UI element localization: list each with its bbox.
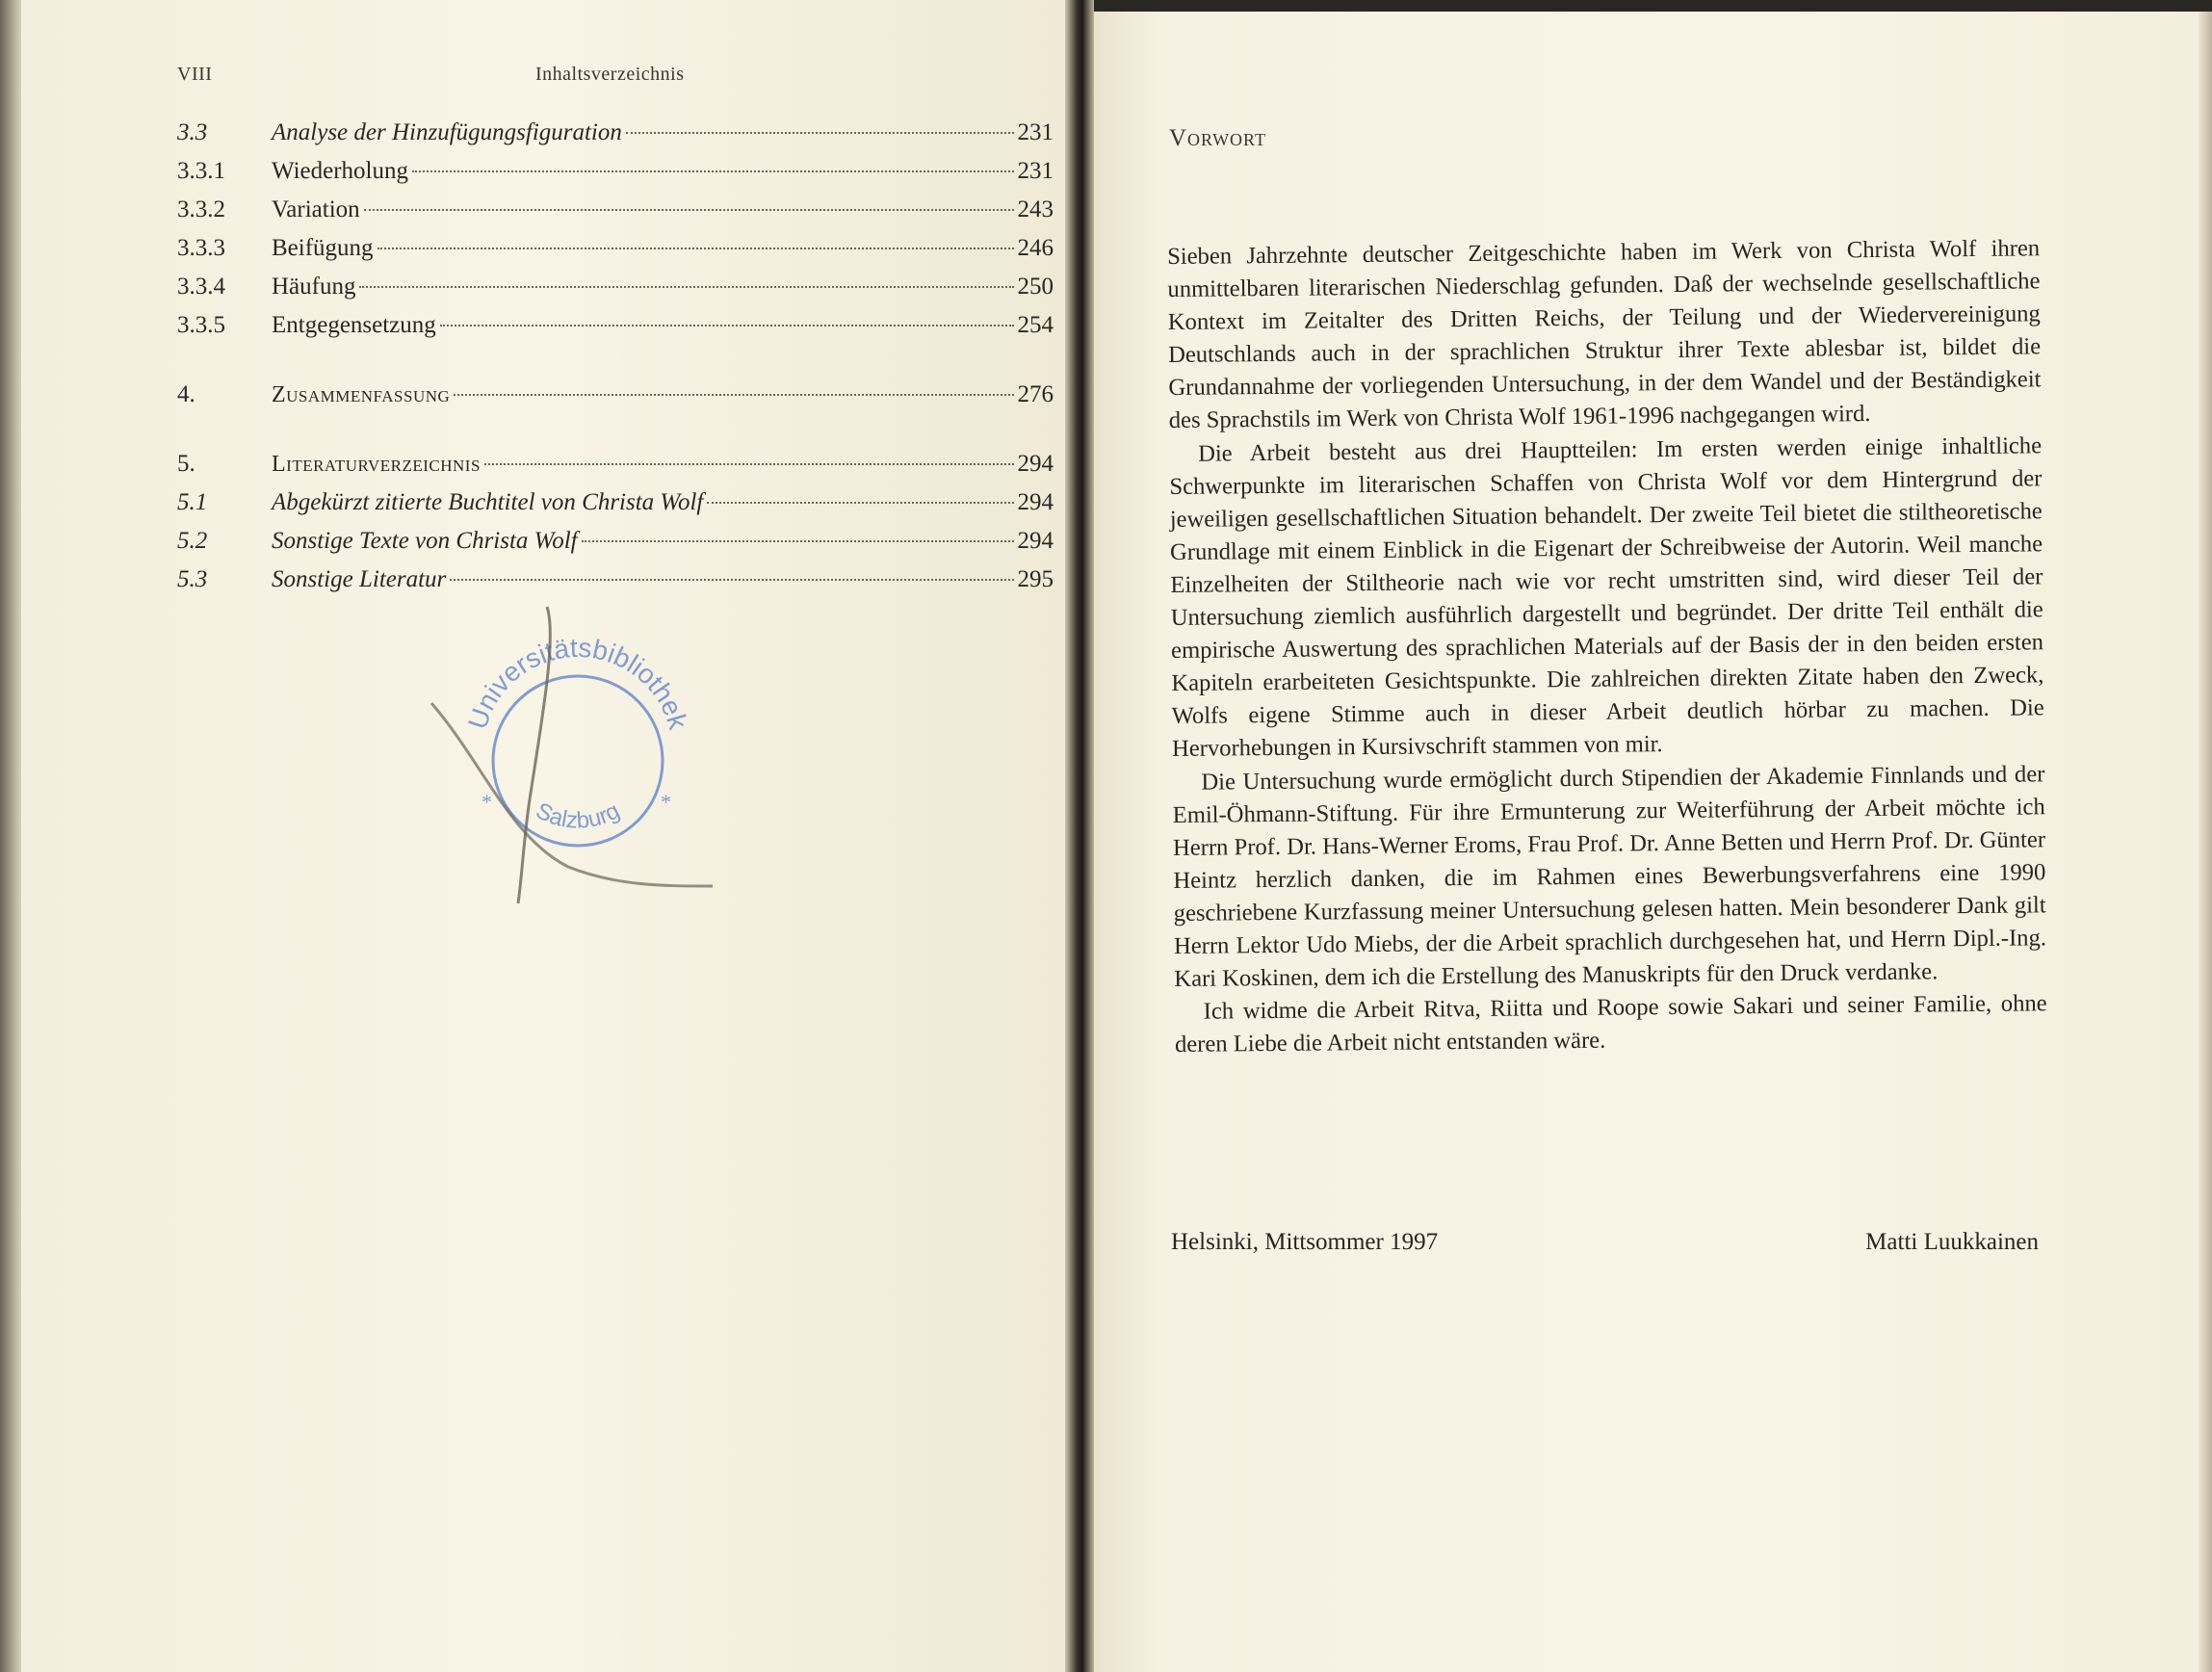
toc-number: 3.3.5 — [177, 312, 225, 338]
toc-title-line — [272, 193, 1054, 227]
toc-title: Abgekürzt zitierte Buchtitel von Christa Wolf — [272, 489, 704, 515]
stamp-top-text: Universitätsbibliothek — [462, 632, 693, 733]
toc-entry — [177, 447, 1054, 482]
toc-page-number: 243 — [1017, 196, 1054, 222]
toc-title: Wiederholung — [272, 158, 409, 184]
toc-leader-dots — [484, 463, 1014, 465]
page-top-edge — [1094, 0, 2212, 12]
stamp-star-icon: * — [481, 790, 492, 814]
stamp-star-icon: * — [661, 790, 671, 814]
library-stamp — [424, 597, 732, 905]
toc-title-line — [272, 270, 1054, 304]
toc-title: Entgegensetzung — [272, 312, 436, 338]
toc-leader-dots — [582, 540, 1014, 542]
toc-entry — [177, 524, 1054, 559]
toc-title-line — [272, 154, 1054, 189]
folio: VIII — [177, 64, 213, 85]
toc-title-line — [272, 524, 1054, 559]
toc-leader-dots — [364, 209, 1014, 211]
toc-page-number: 231 — [1017, 119, 1054, 145]
toc-title: Analyse der Hinzufügungsfiguration — [272, 119, 622, 145]
toc-number: 3.3.3 — [177, 235, 225, 261]
toc-leader-dots — [440, 325, 1014, 327]
page-edge-shadow — [2199, 0, 2212, 1672]
toc-title-line — [272, 116, 1054, 150]
toc-number: 5. — [177, 451, 195, 477]
toc-page-number: 295 — [1017, 566, 1054, 592]
toc-page-number: 250 — [1017, 274, 1054, 300]
toc-title: Sonstige Literatur — [272, 566, 447, 592]
toc-number: 3.3.4 — [177, 274, 225, 300]
toc-leader-dots — [626, 132, 1014, 134]
toc-leader-dots — [450, 579, 1013, 581]
toc-leader-dots — [377, 248, 1014, 249]
author-name: Matti Luukkainen — [1865, 1229, 2039, 1255]
toc-title-line — [272, 447, 1054, 482]
toc-number: 3.3 — [177, 119, 208, 145]
toc-number: 5.3 — [177, 566, 208, 592]
paragraph: Ich widme die Arbeit Ritva, Riitta und Roope sowie Sakari und seiner Familie, ohne deren Liebe die Arbeit nicht entstanden wäre. — [1174, 990, 2047, 1058]
toc-entry — [177, 270, 1054, 304]
paragraph: Die Arbeit besteht aus drei Hauptteilen: Im ersten werden einige inhaltliche Schwerpunkte im literarischen Schaffen von Christa Wolf vor dem Hintergrund der jeweiligen gesellschaftlichen Situation behandelt. Der zweite Teil bietet die stiltheoretische Grundlage mit einem Einblick in die Eigenart der Schreibweise der Autorin. Weil manche Einzelheiten der Stiltheorie nach wie vor recht umstritten sind, wird dieser Teil der Untersuchung ziemlich ausführlich dargestellt und begründet. Der dritte Teil enthält die empirische Auswertung des sprachlichen Materials auf der Basis der in den beiden ersten Kapiteln erarbeiteten Gesichtspunkte. Die zahlreichen direkten Zitate haben den Zweck, Wolfs eigene Stimme auch in dieser Arbeit deutlich hörbar zu machen. Die Hervorhebungen in Kursivschrift stammen von mir. — [1169, 431, 2044, 763]
toc-entry — [177, 116, 1054, 150]
preface-body — [1167, 232, 2047, 1061]
toc-leader-dots — [454, 394, 1013, 396]
toc-page-number: 276 — [1017, 381, 1054, 407]
toc-title: Variation — [272, 196, 360, 222]
toc-entry — [177, 485, 1054, 520]
toc-page-number: 254 — [1017, 312, 1054, 338]
toc-entry — [177, 562, 1054, 597]
toc-title-line — [272, 378, 1054, 412]
book-gutter — [1065, 0, 1094, 1672]
toc-page-number: 294 — [1017, 528, 1054, 554]
toc-title-line — [272, 485, 1054, 520]
toc-title: Sonstige Texte von Christa Wolf — [272, 528, 578, 554]
toc-number: 5.1 — [177, 489, 208, 515]
toc-title: Literaturverzeichnis — [272, 452, 481, 477]
toc-page-number: 246 — [1017, 235, 1054, 261]
running-head: Inhaltsverzeichnis — [535, 64, 685, 85]
toc-leader-dots — [707, 502, 1013, 504]
toc-title-line — [272, 562, 1054, 597]
toc-entry — [177, 308, 1054, 343]
toc-page-number: 294 — [1017, 451, 1054, 477]
toc-number: 3.3.2 — [177, 196, 225, 222]
toc-page-number: 294 — [1017, 489, 1054, 515]
left-page — [0, 0, 1065, 1672]
toc-entry — [177, 231, 1054, 266]
toc-title-line — [272, 308, 1054, 343]
toc-leader-dots — [412, 170, 1013, 172]
toc-title: Zusammenfassung — [272, 382, 451, 407]
stamp-bottom-text: Salzburg — [532, 797, 624, 834]
paragraph: Sieben Jahrzehnte deutscher Zeitgeschichte haben im Werk von Christa Wolf ihren unmittelbaren literarischen Niederschlag gefunden. Daß der wechselnde gesellschaftliche Kontext im Zeitalter des Dritten Reichs, der Teilung und der Wiedervereinigung Deutschlands auch in der sprachlichen Struktur ihrer Texte ablesbar ist, bildet die Grundannahme der vorliegenden Untersuchung, in der dem Wandel und der Beständigkeit des Sprachstils im Werk von Christa Wolf 1961-1996 nachgegangen wird. — [1167, 235, 2042, 434]
toc-entry — [177, 378, 1054, 412]
place-date: Helsinki, Mittsommer 1997 — [1171, 1229, 1439, 1255]
toc-title: Häufung — [272, 274, 356, 300]
toc-number: 5.2 — [177, 528, 208, 554]
toc-number: 4. — [177, 381, 195, 407]
toc-entry — [177, 193, 1054, 227]
paragraph: Die Untersuchung wurde ermöglicht durch Stipendien der Akademie Finnlands und der Emil-Öhmann-Stiftung. Für ihre Ermunterung zur Weiterführung der Arbeit möchte ich Herrn Prof. Dr. Hans-Werner Eroms, Frau Prof. Dr. Anne Betten und Herrn Prof. Dr. Günter Heintz herzlich danken, die im Rahmen eines Bewerbungsverfahrens eine 1990 geschriebene Kurzfassung meiner Untersuchung gelesen hatten. Mein besonderer Dank gilt Herrn Lektor Udo Miebs, der die Arbeit sprachlich durchgesehen hat, und Herrn Dipl.-Ing. Kari Koskinen, dem ich die Erstellung des Manuskripts für den Druck verdanke. — [1172, 760, 2047, 993]
page-edge-shadow — [0, 0, 21, 1672]
toc-entry — [177, 154, 1054, 189]
toc-number: 3.3.1 — [177, 158, 225, 184]
toc-leader-dots — [359, 286, 1013, 288]
toc-title: Beifügung — [272, 235, 374, 261]
toc-title-line — [272, 231, 1054, 266]
page-title: Vorwort — [1169, 125, 1266, 151]
toc-page-number: 231 — [1017, 158, 1054, 184]
